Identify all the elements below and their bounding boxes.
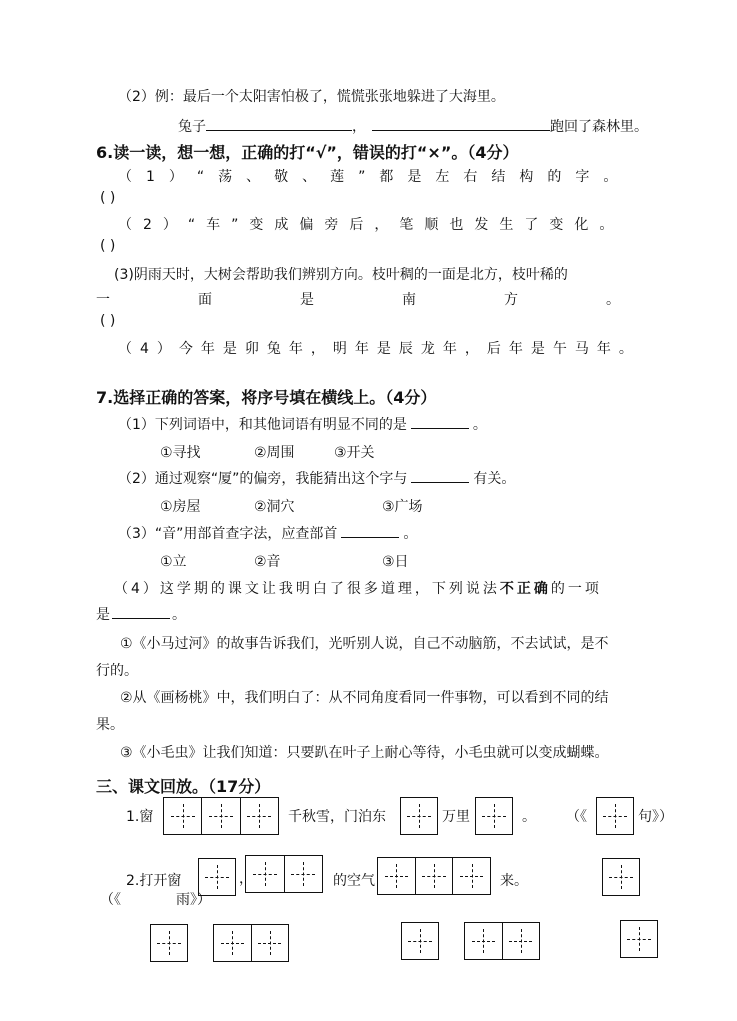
q7-3-option-1: ①立: [160, 554, 187, 570]
q7-heading: 7.选择正确的答案，将序号填在横线上。（4分）: [96, 388, 437, 407]
tianzige-box[interactable]: [475, 797, 513, 835]
q6-item-2-blank[interactable]: ( ): [100, 238, 116, 254]
q5-comma: ，: [352, 119, 366, 135]
q7-item-4-tail: 。: [172, 607, 186, 623]
tianzige-box[interactable]: [400, 797, 438, 835]
s3-q1-text-c: 万里: [442, 809, 470, 825]
q7-1-option-3: ③开关: [334, 445, 375, 461]
q7-item-3: [118, 523, 417, 543]
s3-q1-source-open: （《: [566, 809, 587, 825]
q7-item-1-stem: （1）下列词语中，和其他词语有明显不同的是: [118, 417, 407, 433]
q7-item-2-stem: （2）通过观察“厦”的偏旁，我能猜出这个字与: [118, 471, 408, 487]
s3-q1-source-close: 句》）: [638, 809, 673, 825]
q6-item-1-blank[interactable]: ( ): [100, 190, 116, 206]
q7-4-option-2-line2: 果。: [96, 717, 124, 733]
s3-q2-source-open: （《: [100, 892, 121, 908]
q7-item-3-tail: 。: [403, 526, 418, 542]
tianzige-box[interactable]: [596, 797, 634, 835]
q7-1-option-2: ②周围: [254, 445, 295, 461]
tianzige-box[interactable]: [377, 857, 491, 895]
answer-blank[interactable]: [411, 468, 469, 483]
q7-4-option-1-line2: 行的。: [96, 663, 138, 679]
tianzige-box[interactable]: [602, 858, 640, 896]
q7-4-option-3: ③《小毛虫》让我们知道：只要趴在叶子上耐心等待，小毛虫就可以变成蝴蝶。: [120, 745, 609, 761]
q7-item-2: [118, 468, 515, 488]
q6-item-2: （2）“车”变成偏旁后，笔顺也发生了变化。: [118, 217, 625, 233]
answer-blank[interactable]: [206, 116, 352, 131]
s3-q2-text-a: 2.打开窗: [126, 873, 182, 889]
q7-item-4-text-b: 的一项: [550, 581, 602, 597]
tianzige-box[interactable]: [213, 924, 289, 962]
q5-fill-line: [178, 116, 648, 136]
answer-blank[interactable]: [341, 523, 399, 538]
tianzige-box[interactable]: [163, 797, 279, 835]
s3-q2-source-close: 雨》）: [176, 892, 211, 908]
q5-example: （2）例：最后一个太阳害怕极了，慌慌张张地躲进了大海里。: [118, 89, 505, 105]
q7-2-option-1: ①房屋: [160, 499, 201, 515]
q7-item-4-line2: [96, 604, 186, 624]
q7-item-2-tail: 有关。: [473, 471, 516, 487]
q7-3-option-2: ②音: [254, 554, 281, 570]
q7-item-4-text-a: （4）这学期的课文让我明白了很多道理，下列说法: [114, 581, 500, 597]
q7-3-option-3: ③日: [382, 554, 409, 570]
q6-item-3-blank[interactable]: ( ): [100, 313, 116, 329]
q7-1-option-1: ①寻找: [160, 445, 201, 461]
s3-q2-text-d: 来。: [500, 873, 528, 889]
q7-item-1-tail: 。: [472, 417, 487, 433]
answer-blank[interactable]: [372, 116, 550, 131]
q6-item-1: （1）“荡、敬、莲”都是左右结构的字。: [118, 169, 632, 185]
q6-item-4: （4）今年是卯兔年，明年是辰龙年，后年是午马年。: [118, 341, 641, 357]
q6-item-3-line2: 一面是南方。: [96, 292, 708, 308]
answer-blank[interactable]: [112, 604, 170, 619]
q7-4-option-1-line1: ①《小马过河》的故事告诉我们，光听别人说，自己不动脑筋，不去试试，是不: [120, 636, 609, 652]
section3-heading: 三、课文回放。（17分）: [96, 777, 271, 796]
s3-q1-text-b: 千秋雪，门泊东: [288, 809, 386, 825]
tianzige-box[interactable]: [464, 922, 540, 960]
s3-q1-text-a: 1.窗: [126, 809, 154, 825]
q6-heading: 6.读一读，想一想，正确的打“√”，错误的打“×”。（4分）: [96, 143, 519, 162]
q7-item-1: [118, 414, 487, 434]
q5-line-start: 兔子: [178, 119, 206, 135]
q7-item-4-text-c: 是: [96, 607, 110, 623]
s3-q2-text-b: ，: [239, 871, 253, 887]
tianzige-box[interactable]: [401, 922, 439, 960]
s3-q1-text-d: 。: [522, 809, 536, 825]
q7-item-3-stem: （3）“音”用部首查字法，应查部首: [118, 526, 338, 542]
q7-4-option-2-line1: ②从《画杨桃》中，我们明白了：从不同角度看同一件事物，可以看到不同的结: [120, 690, 609, 706]
q7-item-4-line1: [114, 578, 678, 598]
tianzige-box[interactable]: [245, 855, 323, 893]
q7-2-option-2: ②洞穴: [254, 499, 295, 515]
answer-blank[interactable]: [411, 414, 469, 429]
q6-item-3-line1: (3)阴雨天时，大树会帮助我们辨别方向。枝叶稠的一面是北方，枝叶稀的: [114, 267, 568, 283]
tianzige-box[interactable]: [620, 920, 658, 958]
s3-q2-text-c: 的空气: [333, 873, 375, 889]
q5-line-end: 跑回了森林里。: [550, 119, 648, 135]
q7-item-4-emphasis: 不正确: [499, 581, 551, 597]
tianzige-box[interactable]: [150, 924, 188, 962]
q7-2-option-3: ③广场: [382, 499, 423, 515]
